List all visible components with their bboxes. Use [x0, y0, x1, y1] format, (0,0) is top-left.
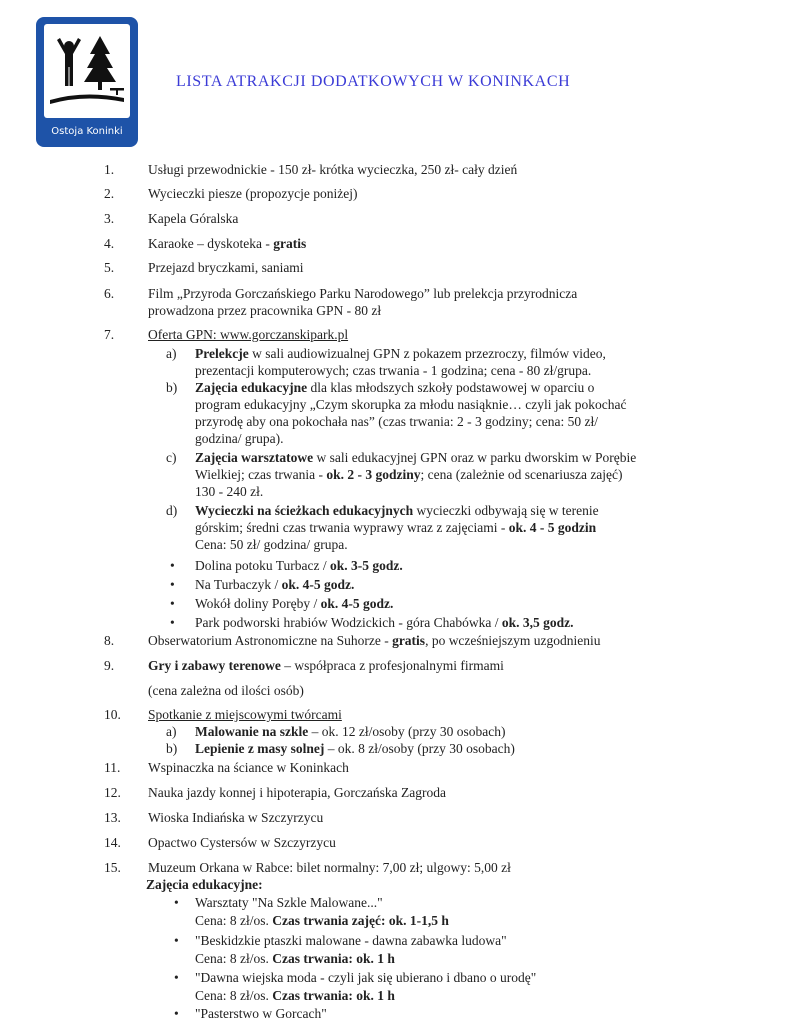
bullet-icon: • [174, 1006, 179, 1021]
item-text: Usługi przewodnickie - 150 zł- krótka wycieczka, 250 zł- cały dzień [148, 162, 518, 177]
workshop-price: Cena: 8 zł/os. Czas trwania: ok. 1 h [195, 988, 395, 1003]
item-number: 10. [104, 707, 121, 722]
item-text: Opactwo Cystersów w Szczyrzycu [148, 835, 336, 850]
item-text: Wspinaczka na ściance w Koninkach [148, 760, 349, 775]
page-title: LISTA ATRAKCJI DODATKOWYCH W KONINKACH [176, 73, 571, 90]
hiker-tree-icon [44, 24, 130, 118]
logo [36, 17, 138, 147]
item-text: Nauka jazdy konnej i hipoterapia, Gorczańska Zagroda [148, 785, 447, 800]
item-text: Spotkanie z miejscowymi twórcami [148, 707, 342, 722]
bullet-icon: • [170, 596, 175, 611]
item-number: 7. [104, 327, 115, 342]
item-number: 12. [104, 785, 121, 800]
workshop-price: Cena: 8 zł/os. Czas trwania zajęć: ok. 1-1,5 h [195, 913, 449, 928]
logo-caption: Ostoja Koninki [51, 126, 123, 137]
item-text: Muzeum Orkana w Rabce: bilet normalny: 7,00 zł; ulgowy: 5,00 zł [148, 860, 511, 875]
bullet-icon: • [170, 577, 175, 592]
workshop-price: Cena: 8 zł/os. Czas trwania: ok. 1 h [195, 951, 395, 966]
bullet-icon: • [174, 895, 179, 910]
item-continuation: (cena zależna od ilości osób) [148, 683, 304, 698]
item-number: 6. [104, 286, 115, 301]
item-number: 1. [104, 162, 115, 177]
item-continuation: prowadzona przez pracownika GPN - 80 zł [148, 303, 382, 318]
bullet-icon: • [174, 970, 179, 985]
bullet-icon: • [174, 933, 179, 948]
item-number: 9. [104, 658, 115, 673]
item-text: Wioska Indiańska w Szczyrzycu [148, 810, 324, 825]
bullet-icon: • [170, 615, 175, 630]
item-number: 5. [104, 260, 115, 275]
item-text: Obserwatorium Astronomiczne na Suhorze - gratis, po wcześniejszym uzgodnieniu [148, 633, 601, 648]
workshops-heading: Zajęcia edukacyjne: [146, 877, 263, 892]
item-number: 2. [104, 186, 115, 201]
item-number: 4. [104, 236, 115, 251]
item-text: Film „Przyroda Gorczańskiego Parku Narodowego” lub prelekcja przyrodnicza [148, 286, 578, 301]
item-number: 3. [104, 211, 115, 226]
bullet-icon: • [170, 558, 175, 573]
item-number: 14. [104, 835, 121, 850]
item-text: Wycieczki piesze (propozycje poniżej) [148, 186, 358, 201]
item-text: Kapela Góralska [148, 211, 239, 226]
item-text: Gry i zabawy terenowe – współpraca z profesjonalnymi firmami [148, 658, 504, 673]
item-text: Przejazd bryczkami, saniami [148, 260, 304, 275]
item-number: 15. [104, 860, 121, 875]
logo-sign [44, 24, 130, 118]
gpn-offer-link[interactable]: Oferta GPN: www.gorczanskipark.pl [148, 327, 349, 342]
item-text: Karaoke – dyskoteka - gratis [148, 236, 307, 251]
item-number: 8. [104, 633, 115, 648]
item-number: 11. [104, 760, 121, 775]
item-number: 13. [104, 810, 121, 825]
